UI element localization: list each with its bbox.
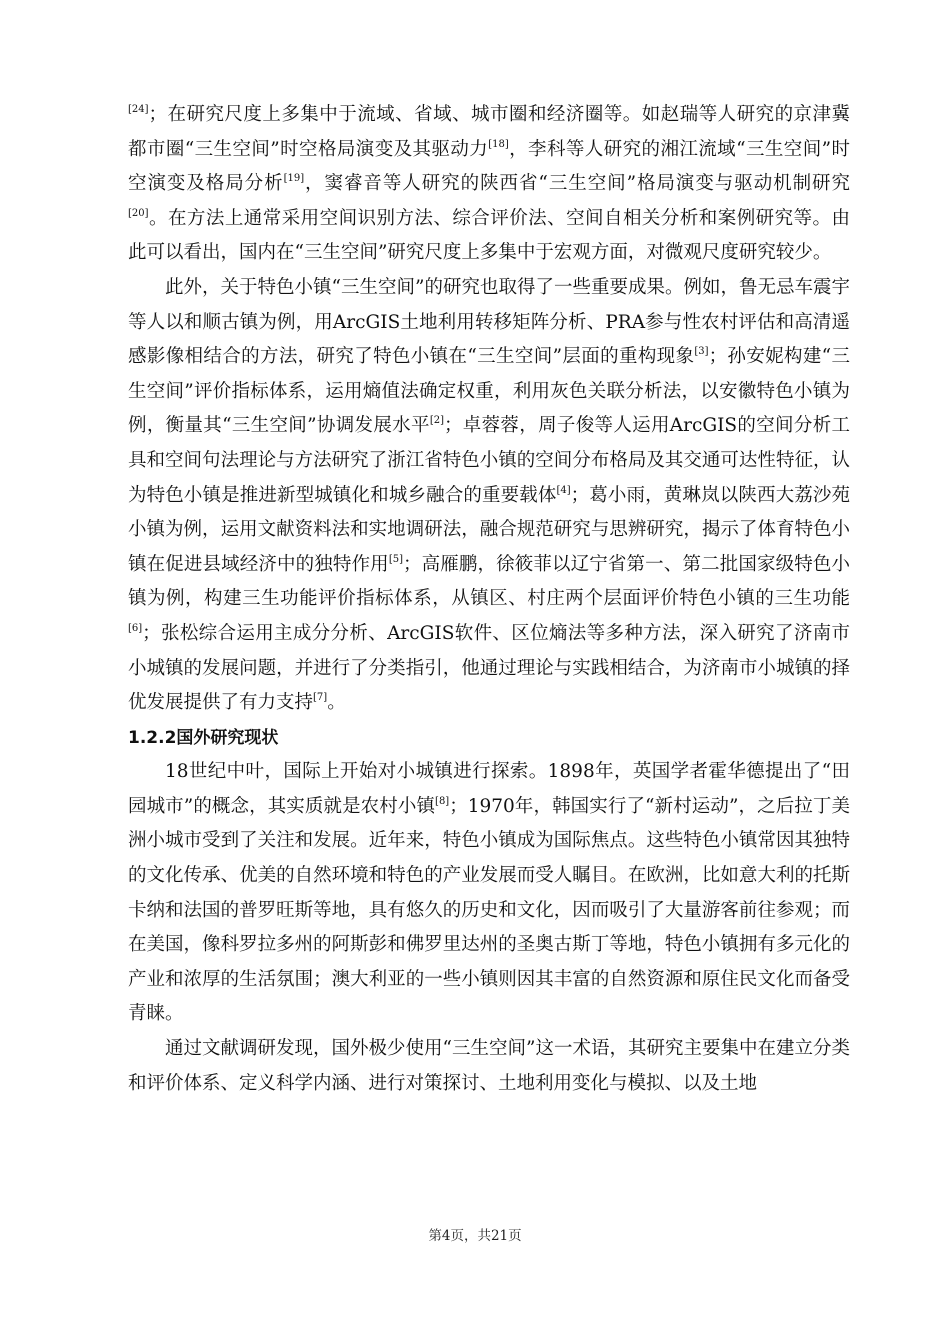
citation-ref: [6]: [128, 622, 143, 634]
citation-ref: [8]: [435, 795, 450, 807]
citation-ref: [24]: [128, 104, 149, 115]
citation-ref: [2]: [429, 415, 444, 427]
text-run: ；在研究尺度上多集中于流域、省域、城市圈和经济圈等。如赵瑞等人研究的京津冀都市圈“三生空间”时空格局演变及其驱动力: [128, 104, 850, 160]
paragraph-literature-survey: [128, 1032, 850, 1101]
text-run: 。在方法上通常采用空间识别方法、综合评价法、空间自相关分析和案例研究等。由此可以看出，国内在“三生空间”研究尺度上多集中于宏观方面，对微观尺度研究较少。: [128, 207, 850, 264]
section-title: 国外研究现状: [176, 727, 279, 748]
section-number: 1.2.2: [128, 727, 177, 748]
text-run: ；1970年，韩国实行了“新村运动”，之后拉丁美洲小城市受到了关注和发展。近年来，特色小镇成为国际焦点。这些特色小镇常因其独特的文化传承、优美的自然环境和特色的产业发展而受人瞩目。在欧洲，比如意大利的托斯卡纳和法国的普罗旺斯等地，具有悠久的历史和文化，因而吸引了大量游客前往参观；而在美国，像科罗拉多州的阿斯彭和佛罗里达州的圣奥古斯丁等地，特色小镇拥有多元化的产业和浓厚的生活氛围；澳大利亚的一些小镇则因其丰富的自然资源和原住民文化而备受青睐。: [128, 795, 850, 1025]
text-run: ；葛小雨，黄琳岚以陕西大荔沙苑小镇为例，运用文献资料法和实地调研法，融合规范研究与思辨研究，揭示了体育特色小镇在促进县域经济中的独特作用: [128, 484, 850, 575]
citation-ref: [20]: [128, 207, 149, 219]
page-footer: 第4页，共21页: [428, 1228, 522, 1244]
text-run: ；张松综合运用主成分分析、ArcGIS软件、区位熵法等多种方法，深入研究了济南市小城镇的发展问题，并进行了分类指引，他通过理论与实践相结合，为济南市小城镇的择优发展提供了有力支持: [128, 622, 850, 714]
text-run: 通过文献调研发现，国外极少使用“三生空间”这一术语，其研究主要集中在建立分类和评价体系、定义科学内涵、进行对策探讨、土地利用变化与模拟、以及土地: [128, 1038, 850, 1094]
citation-ref: [7]: [313, 692, 328, 704]
paragraph-domestic-scale: [128, 98, 850, 271]
text-run: ；孙安妮构建“三生空间”评价指标体系，运用熵值法确定权重，利用灰色关联分析法，以安徽特色小镇为例，衡量其“三生空间”协调发展水平: [128, 346, 850, 437]
citation-ref: [5]: [388, 553, 403, 565]
paragraph-foreign-research: [128, 755, 850, 1032]
citation-ref: [19]: [283, 173, 305, 185]
citation-ref: [18]: [488, 138, 509, 150]
citation-ref: [4]: [556, 484, 571, 496]
text-run: ；卓蓉蓉，周子俊等人运用ArcGIS的空间分析工具和空间句法理论与方法研究了浙江省特色小镇的空间分布格局及其交通可达性特征，认为特色小镇是推进新型城镇化和城乡融合的重要载体: [128, 415, 851, 506]
section-heading: [128, 721, 850, 756]
text-run: ；高雁鹏，徐筱菲以辽宁省第一、第二批国家级特色小镇为例，构建三生功能评价指标体系，从镇区、村庄两个层面评价特色小镇的三生功能: [128, 553, 850, 610]
text-run: 18世纪中叶，国际上开始对小城镇进行探索。1898年，英国学者霍华德提出了“田园城市”的概念，其实质就是农村小镇: [128, 761, 850, 817]
text-run: 此外，关于特色小镇“三生空间”的研究也取得了一些重要成果。例如，鲁无忌车震宇等人以和顺古镇为例，用ArcGIS土地利用转移矩阵分析、PRA参与性农村评估和高清遥感影像相结合的方法，研究了特色小镇在“三生空间”层面的重构现象: [128, 276, 850, 368]
text-run: 。: [327, 692, 346, 714]
citation-ref: [3]: [694, 346, 709, 358]
text-run: ，窦睿音等人研究的陕西省“三生空间”格局演变与驱动机制研究: [304, 173, 850, 195]
paragraph-characteristic-towns: [128, 271, 850, 721]
body-text: [128, 98, 850, 1101]
text-run: ，李科等人研究的湘江流域“三生空间”时空演变及格局分析: [128, 138, 850, 195]
